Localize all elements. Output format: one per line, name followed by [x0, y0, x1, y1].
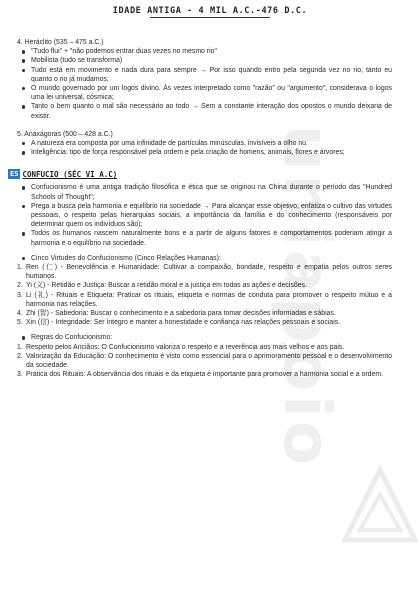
- list-item: "Tudo flui" + "não podemos entrar duas vezes no mesmo rio": [0, 47, 420, 56]
- heraclito-title: 4. Heráclito (535 – 475 a.C.): [17, 39, 104, 46]
- list-item: Confucionismo é uma antiga tradição filosófica e ética que se originou na China durante o período das "Hundred Schools of Thought";: [0, 183, 420, 201]
- watermark-text: uniapoio: [269, 125, 344, 469]
- title-underline: [150, 17, 270, 18]
- virtues-heading-list: [0, 254, 420, 263]
- content: [0, 32, 420, 380]
- page-title: IDADE ANTIGA - 4 MIL A.C.-476 D.C.: [112, 6, 308, 16]
- list-item: Inteligência: tipo de força responsável pela ordem e pela criação de homens, animais, flores e árvores;: [0, 148, 420, 157]
- heraclito-list: [0, 47, 420, 121]
- list-item: 3. Prática dos Rituais: A observância dos rituais e da etiqueta é importante para promover a harmonia social e a ordem.: [17, 371, 383, 379]
- list-item: O mundo governado por um logos divino. Às vezes interpretado como "razão" ou "argumento", considerava o logos uma lei universal, cósmica;: [0, 84, 420, 102]
- list-item: 1. Respeito pelos Anciãos: O Confucionismo valoriza o respeito e a reverência aos mais velhos e aos pais.: [17, 343, 345, 351]
- list-item: 1. Ren (仁) - Benevolência e Humanidade: Cultivar a compaixão, bondade, respeito e empatia pelos outros seres humanos.: [17, 264, 392, 281]
- list-item: 5. Xin (信) - Integridade: Ser íntegro e manter a honestidade e confiança nas relações pessoais e sociais.: [17, 319, 341, 327]
- list-item: A natureza era composta por uma infinidade de partículas minúsculas, invisíveis a olho nu.: [0, 139, 420, 148]
- virtues-heading: Cinco Virtudes do Confucionismo (Cinco Relações Humanas):: [0, 254, 420, 263]
- section-title: CONFUCIO (SÉC VI A.C): [22, 169, 118, 179]
- section-tag: ES: [10, 170, 19, 179]
- list-item: 4. Zhi (智) - Sabedoria: Buscar o conhecimento e a sabedoria para tomar decisões informadas e sábias.: [17, 310, 336, 318]
- list-item: Mobilista (tudo se transforma): [0, 56, 420, 65]
- list-item: Todos os humanos nascem naturalmente bons e a partir de alguns fatores e comportamentos poderiam atingir a harmonia e o equilíbrio na sociedade.: [0, 229, 420, 247]
- confucio-intro-list: [0, 183, 420, 247]
- list-item: 2. Valorização da Educação: O conhecimento é visto como essencial para o aprimoramento pessoal e o desenvolvimento da sociedade.: [17, 352, 392, 370]
- virtues-list: [0, 263, 420, 327]
- anaxagoras-title: 5. Anaxágoras (500 – 428 a.C.): [17, 130, 113, 138]
- list-item: Prega a busca pela harmonia e equilíbrio na sociedade → Para alcançar esse objetivo, enfatiza o cultivo das virtudes pessoais, o respeito pelas hierarquias sociais, a importância da família e do conhecimento (responsáveis por determinar quem os indivíduos são);: [0, 202, 420, 230]
- rules-list: [0, 343, 420, 380]
- section-heading: [8, 169, 420, 179]
- list-item: Tanto o bem quanto o mal são necessário ao todo → Sem a constante interação dos opostos o mundo deixaria de existir.: [0, 102, 420, 120]
- anaxagoras-list: [0, 139, 420, 157]
- list-item: 2. Yi (义) - Retidão e Justiça: Buscar a retidão moral e a justiça em todas as ações e decisões.: [17, 282, 307, 290]
- list-item: Tudo está em movimento e nada dura para sempre → Por isso quando entro pela segunda vez no rio, tanto eu quanto o rio já mudamos;: [0, 66, 420, 84]
- rules-heading-list: [0, 333, 420, 342]
- rules-heading: Regras do Confucionismo:: [0, 333, 420, 342]
- list-item: 3. Li (礼) - Rituais e Etiqueta: Praticar os rituais, etiqueta e normas de conduta para promover o respeito mútuo e a harmonia nas relações.: [17, 291, 392, 308]
